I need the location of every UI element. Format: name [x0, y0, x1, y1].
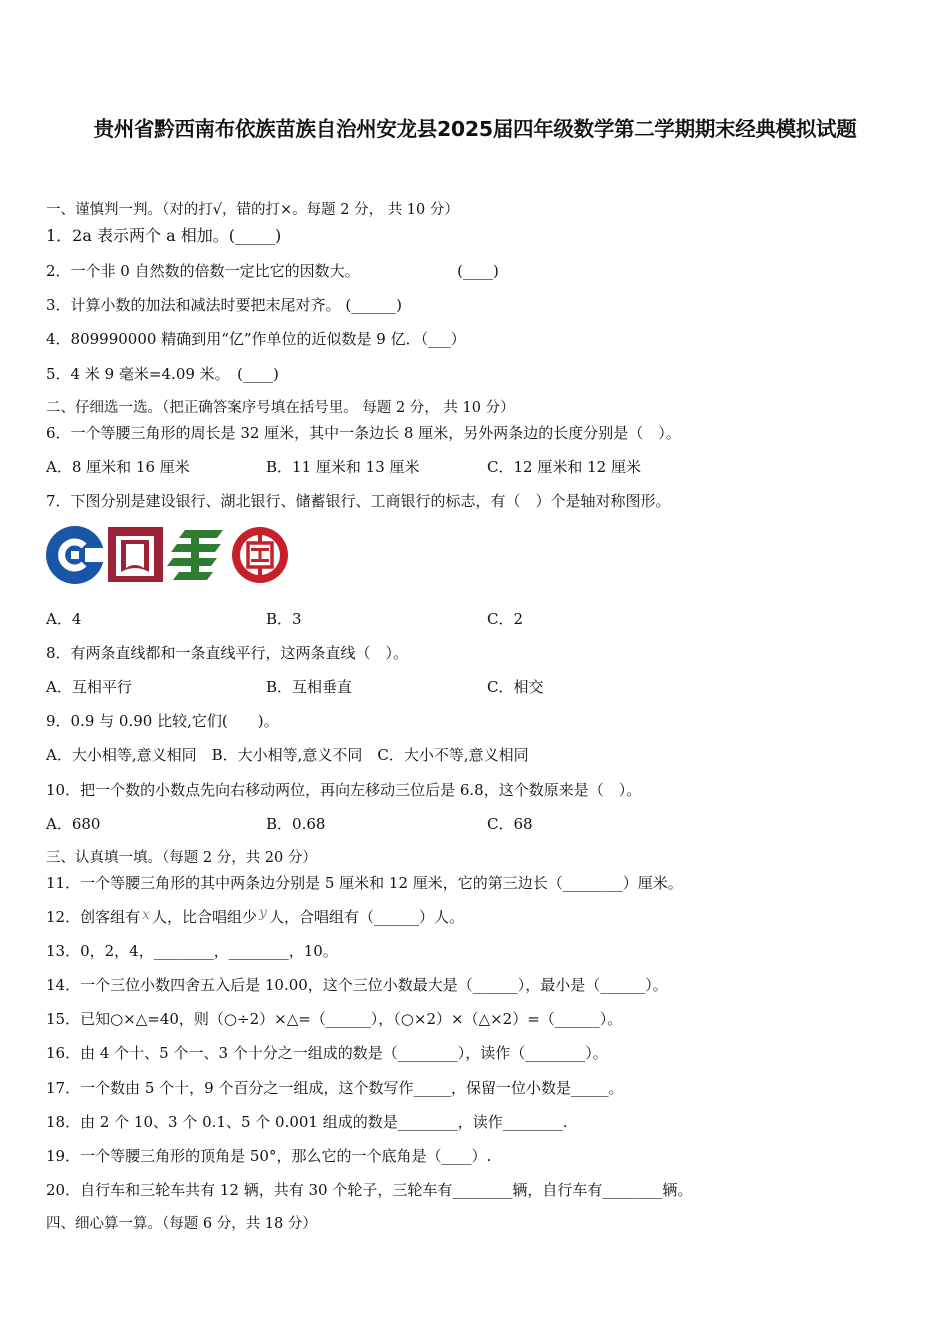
- question-6: 6．一个等腰三角形的周长是 32 厘米，其中一条边长 8 厘米，另外两条边的长度分别是（ ）。: [46, 424, 681, 442]
- q10-option-b: B．0.68: [266, 815, 326, 833]
- q12-part-b: 人，比合唱组少: [152, 908, 258, 926]
- section-3-heading: 三、认真填一填。（每题 2 分，共 20 分）: [46, 850, 317, 866]
- section-1-heading: 一、谨慎判一判。（对的打√，错的打×。每题 2 分， 共 10 分）: [46, 202, 459, 218]
- q6-option-c: C．12 厘米和 12 厘米: [487, 458, 641, 476]
- page-title: 贵州省黔西南布依族苗族自治州安龙县2025届四年级数学第二学期期末经典模拟试题: [93, 117, 857, 141]
- q8-option-b: B．互相垂直: [266, 678, 353, 696]
- question-10: 10．把一个数的小数点先向右移动两位，再向左移动三位后是 6.8，这个数原来是（ ）。: [46, 781, 642, 799]
- q6-option-b: B．11 厘米和 13 厘米: [266, 458, 420, 476]
- q10-option-c: C．68: [487, 815, 533, 833]
- q7-option-b: B．3: [266, 610, 302, 628]
- postal-bank-logo: [167, 530, 223, 580]
- question-2: 2．一个非 0 自然数的倍数一定比它的因数大。 (____): [46, 262, 499, 280]
- question-19: 19．一个等腰三角形的顶角是 50°，那么它的一个底角是（____）.: [46, 1147, 492, 1165]
- question-4: 4．809990000 精确到用“亿”作单位的近似数是 9 亿．（___）: [46, 330, 466, 348]
- question-14: 14．一个三位小数四舍五入后是 10.00，这个三位小数最大是（______），最小是（______）。: [46, 976, 668, 994]
- q7-option-c: C．2: [487, 610, 524, 628]
- q8-option-a: A．互相平行: [46, 678, 132, 696]
- bank-logos: [45, 524, 295, 588]
- question-1: 1．2a 表示两个 a 相加。(_____): [46, 226, 282, 245]
- question-8: 8．有两条直线都和一条直线平行，这两条直线（ ）。: [46, 644, 409, 662]
- hubei-bank-logo: [108, 527, 163, 582]
- question-16: 16．由 4 个十、5 个一、3 个十分之一组成的数是（________），读作（________）。: [46, 1044, 608, 1062]
- question-11: 11．一个等腰三角形的其中两条边分别是 5 厘米和 12 厘米，它的第三边长（________）厘米。: [46, 874, 683, 892]
- q10-option-a: A．680: [46, 815, 101, 833]
- question-15: 15．已知○×△=40，则（○÷2）×△=（______），（○×2）×（△×2）=（______）。: [46, 1010, 623, 1028]
- question-7: 7．下图分别是建设银行、湖北银行、储蓄银行、工商银行的标志，有（ ）个是轴对称图形。: [46, 492, 671, 510]
- q12-part-c: 人，合唱组有（______）人。: [268, 908, 464, 926]
- question-9: 9．0.9 与 0.90 比较,它们( )。: [46, 712, 279, 730]
- q12-var-y: y: [259, 905, 267, 921]
- question-17: 17．一个数由 5 个十，9 个百分之一组成，这个数写作_____，保留一位小数是_____。: [46, 1079, 624, 1097]
- q12-part-a: 12．创客组有: [46, 908, 141, 926]
- question-20: 20．自行车和三轮车共有 12 辆，共有 30 个轮子，三轮车有________辆，自行车有________辆。: [46, 1181, 693, 1199]
- q8-option-c: C．相交: [487, 678, 544, 696]
- ccb-logo: [46, 526, 107, 584]
- section-2-heading: 二、仔细选一选。（把正确答案序号填在括号里。 每题 2 分， 共 10 分）: [46, 400, 515, 416]
- question-18: 18．由 2 个 10、3 个 0.1、5 个 0.001 组成的数是________，读作________.: [46, 1113, 568, 1131]
- q7-option-a: A．4: [46, 610, 82, 628]
- question-12: [46, 907, 464, 928]
- q6-option-a: A．8 厘米和 16 厘米: [46, 458, 190, 476]
- q12-var-x: x: [142, 907, 150, 923]
- icbc-logo: [232, 527, 288, 583]
- section-4-heading: 四、细心算一算。（每题 6 分，共 18 分）: [46, 1216, 317, 1232]
- question-3: 3．计算小数的加法和减法时要把末尾对齐。 (______): [46, 296, 403, 314]
- question-5: 5．4 米 9 毫米=4.09 米。 (____): [46, 365, 279, 383]
- q9-options: A．大小相等,意义相同 B．大小相等,意义不同 C．大小不等,意义相同: [46, 746, 529, 764]
- question-13: 13．0，2，4，________，________，10。: [46, 942, 338, 960]
